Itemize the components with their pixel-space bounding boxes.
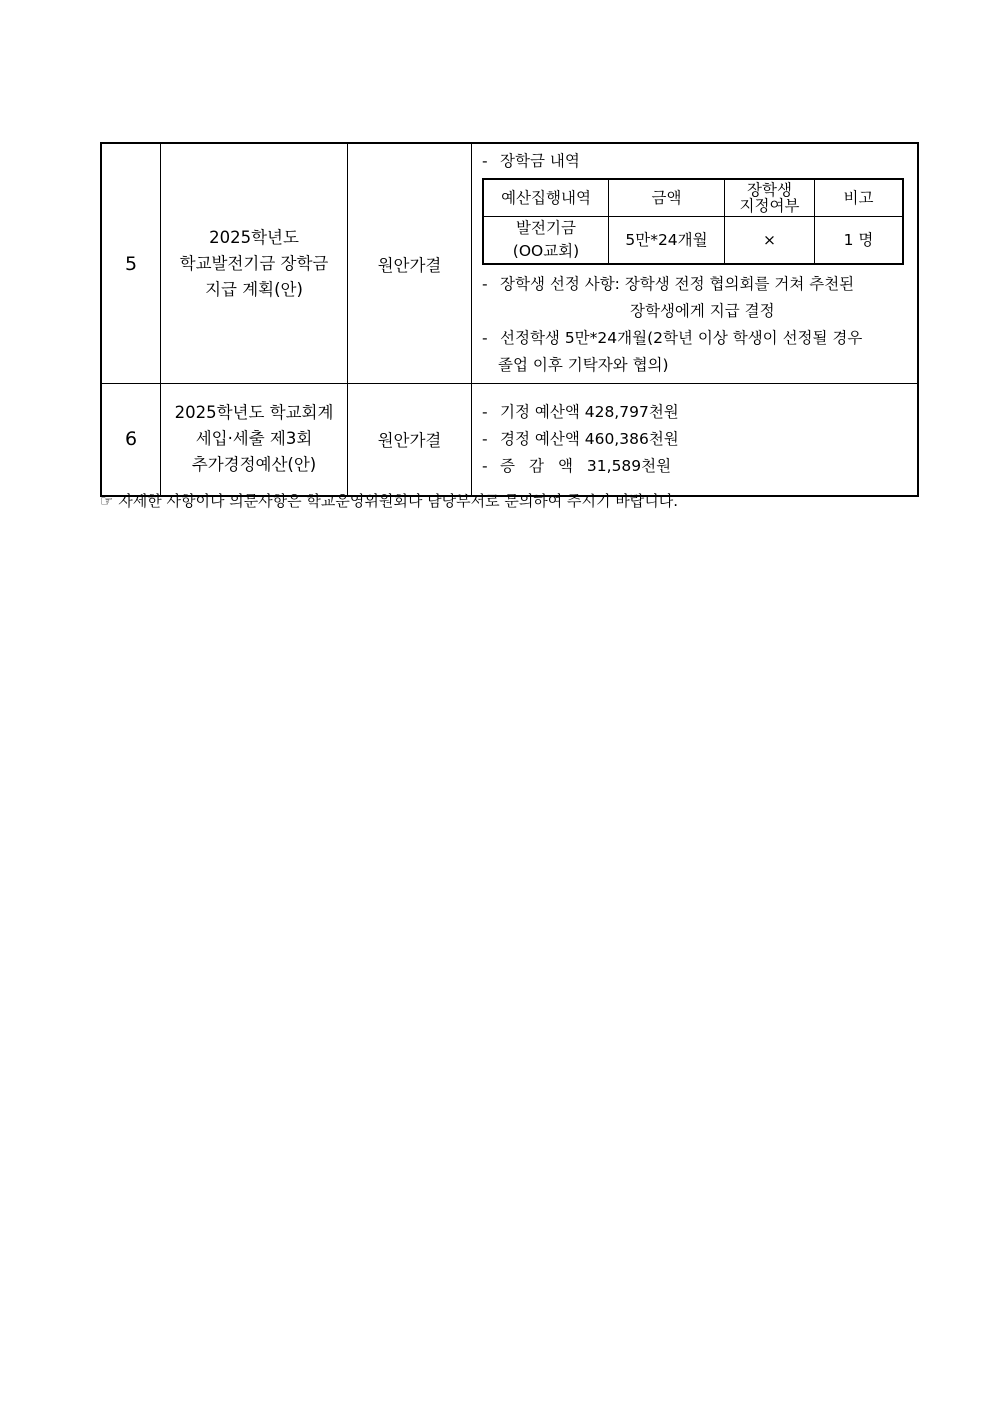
dash-bullet: - [482,152,488,170]
header-cell: 예산집행내역 [483,179,609,217]
selection-criteria-cont: 장학생에게 지급 결정 [630,302,775,320]
cell-designated: × [725,217,815,265]
results-table [100,142,919,497]
change-value: 31,589천원 [586,456,672,475]
dash-bullet: - [482,429,488,448]
change-label: 증감액 [500,456,587,475]
item-title-line: 추가경정예산(안) [191,455,317,475]
item-title-line: 2025학년도 학교회계 [174,403,334,423]
item-result: 원안가결 [348,384,472,496]
item-number: 5 [101,143,161,384]
item-title-line: 학교발전기금 장학금 [179,253,329,273]
revised-budget [482,426,907,453]
item-title [161,384,348,496]
revised-budget-text: 경정 예산액 460,386천원 [500,429,679,448]
detail-heading-text: 장학금 내역 [500,152,580,170]
header-cell: 비고 [815,179,904,217]
item-title-line: 세입·세출 제3회 [195,429,313,449]
item-title-line: 지급 계획(안) [205,279,303,299]
original-budget [482,399,907,426]
scholarship-table-header [483,179,903,217]
cell-note: 1 명 [815,217,904,265]
item-number: 6 [101,384,161,496]
cell-item: 발전기금 (OO교회) [483,217,609,265]
budget-change [482,453,907,480]
dash-bullet: - [482,456,488,475]
scholarship-table-row [483,217,903,265]
item-details [472,143,919,384]
selection-line: 장학생 선정 사항: 장학생 전정 협의회를 거쳐 추천된 [500,275,855,293]
footnote-text: 자세한 사항이나 의문사항은 학교운영위원회나 담당부서로 문의하여 주시기 바랍니다. [118,492,679,510]
footnote [100,490,678,511]
selection-criteria [482,271,907,298]
item-result: 원안가결 [348,143,472,384]
cell-amount: 5만*24개월 [609,217,725,265]
table-row [101,384,918,496]
item-title-line: 2025학년도 [209,227,299,247]
item-details [472,384,919,496]
dash-bullet: - [482,402,488,421]
selected-student-cont: 졸업 이후 기탁자와 협의) [498,356,669,374]
selected-student [482,325,907,352]
dash-bullet: - [482,329,488,347]
scholarship-table [482,178,904,265]
header-cell: 금액 [609,179,725,217]
table-row [101,143,918,384]
detail-heading [482,148,907,175]
item-title [161,143,348,384]
original-budget-text: 기정 예산액 428,797천원 [500,402,679,421]
header-cell: 장학생 지정여부 [725,179,815,217]
pointing-hand-icon: ☞ [100,492,114,510]
dash-bullet: - [482,275,488,293]
selected-line: 선정학생 5만*24개월(2학년 이상 학생이 선정될 경우 [500,329,863,347]
